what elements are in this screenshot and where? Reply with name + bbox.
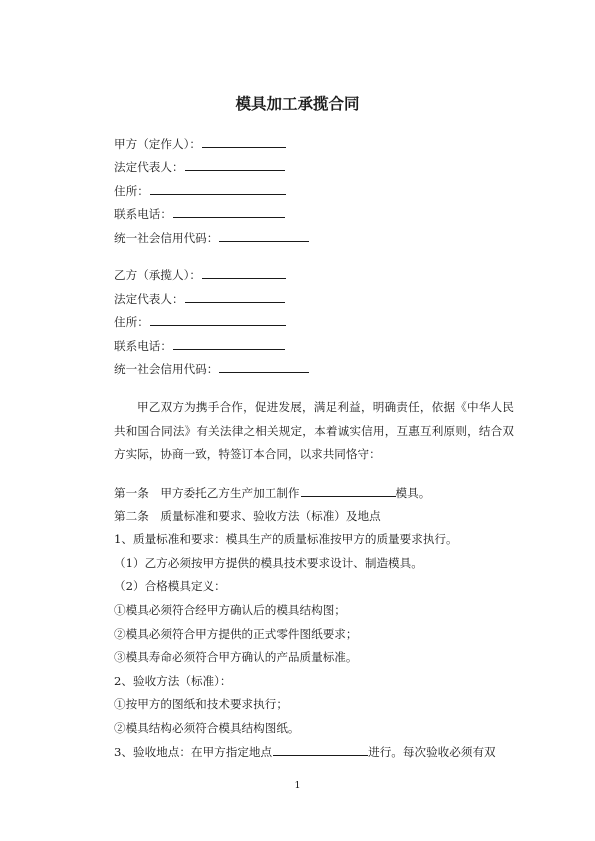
party-a-legal-rep-label: 法定代表人：	[114, 160, 184, 174]
item-1-sub-2-b: ②模具必须符合甲方提供的正式零件图纸要求；	[114, 627, 358, 641]
party-a-name-blank[interactable]	[202, 135, 286, 148]
party-a-legal-rep-line	[114, 158, 285, 175]
item-1-sub-2: （2）合格模具定义：	[114, 579, 226, 593]
item-3-prefix: 3、验收地点：在甲方指定地点	[114, 745, 273, 759]
item-2-b: ②模具结构必须符合模具结构图纸。	[114, 721, 300, 735]
party-a-credit-code-line	[114, 229, 309, 246]
article-1-suffix: 模具。	[395, 486, 431, 500]
item-1-sub-1: （1）乙方必须按甲方提供的模具技术要求设计、制造模具。	[114, 556, 423, 570]
party-a-address-blank[interactable]	[150, 182, 286, 195]
acceptance-location-blank[interactable]	[273, 743, 368, 756]
party-b-credit-code-label: 统一社会信用代码：	[114, 362, 219, 376]
preamble-paragraph: 甲乙双方为携手合作，促进发展，满足利益，明确责任，依据《中华人民共和国合同法》有关法律之相关规定，本着诚实信用，互惠互利原则，结合双方实际，协商一致，特签订本合同，以求共同恪守：	[114, 400, 514, 461]
party-a-credit-code-label: 统一社会信用代码：	[114, 231, 219, 245]
item-1-quality-standard: 1、质量标准和要求：模具生产的质量标准按甲方的质量要求执行。	[114, 532, 458, 546]
party-b-heading-label: 乙方（承揽人）：	[114, 268, 201, 282]
party-a-address-line	[114, 182, 286, 199]
party-b-phone-label: 联系电话：	[114, 339, 172, 353]
party-a-phone-label: 联系电话：	[114, 207, 172, 221]
item-2-acceptance-method: 2、验收方法（标准）：	[114, 674, 232, 688]
party-b-legal-rep-label: 法定代表人：	[114, 292, 184, 306]
article-2-heading: 第二条 质量标准和要求、验收方法（标准）及地点	[114, 509, 381, 523]
party-a-credit-code-blank[interactable]	[219, 229, 309, 242]
party-b-address-blank[interactable]	[150, 313, 286, 326]
article-1-line	[114, 484, 430, 501]
party-b-credit-code-blank[interactable]	[219, 360, 309, 373]
item-2-a: ①按甲方的图纸和技术要求执行；	[114, 697, 288, 711]
party-b-address-label: 住所：	[114, 315, 149, 329]
party-b-phone-line	[114, 337, 285, 354]
party-a-heading-line	[114, 135, 286, 152]
party-b-phone-blank[interactable]	[173, 337, 285, 350]
party-a-address-label: 住所：	[114, 184, 149, 198]
mold-name-blank[interactable]	[301, 484, 396, 497]
item-1-sub-2-c: ③模具寿命必须符合甲方确认的产品质量标准。	[114, 650, 358, 664]
party-b-address-line	[114, 313, 286, 330]
page-number: 1	[294, 780, 301, 791]
party-a-phone-line	[114, 205, 285, 222]
document-title: 模具加工承揽合同	[235, 95, 360, 113]
party-b-credit-code-line	[114, 360, 309, 377]
item-3-acceptance-location	[114, 743, 496, 760]
item-1-sub-2-a: ①模具必须符合经甲方确认后的模具结构图；	[114, 603, 346, 617]
party-a-heading-label: 甲方（定作人）：	[114, 137, 201, 151]
party-b-legal-rep-blank[interactable]	[185, 290, 285, 303]
article-1-prefix: 第一条 甲方委托乙方生产加工制作	[114, 486, 300, 500]
party-b-legal-rep-line	[114, 290, 285, 307]
party-a-legal-rep-blank[interactable]	[185, 158, 285, 171]
item-3-suffix: 进行。每次验收必须有双	[368, 745, 496, 759]
party-b-name-blank[interactable]	[202, 266, 286, 279]
party-b-heading-line	[114, 266, 286, 283]
party-a-phone-blank[interactable]	[173, 205, 285, 218]
